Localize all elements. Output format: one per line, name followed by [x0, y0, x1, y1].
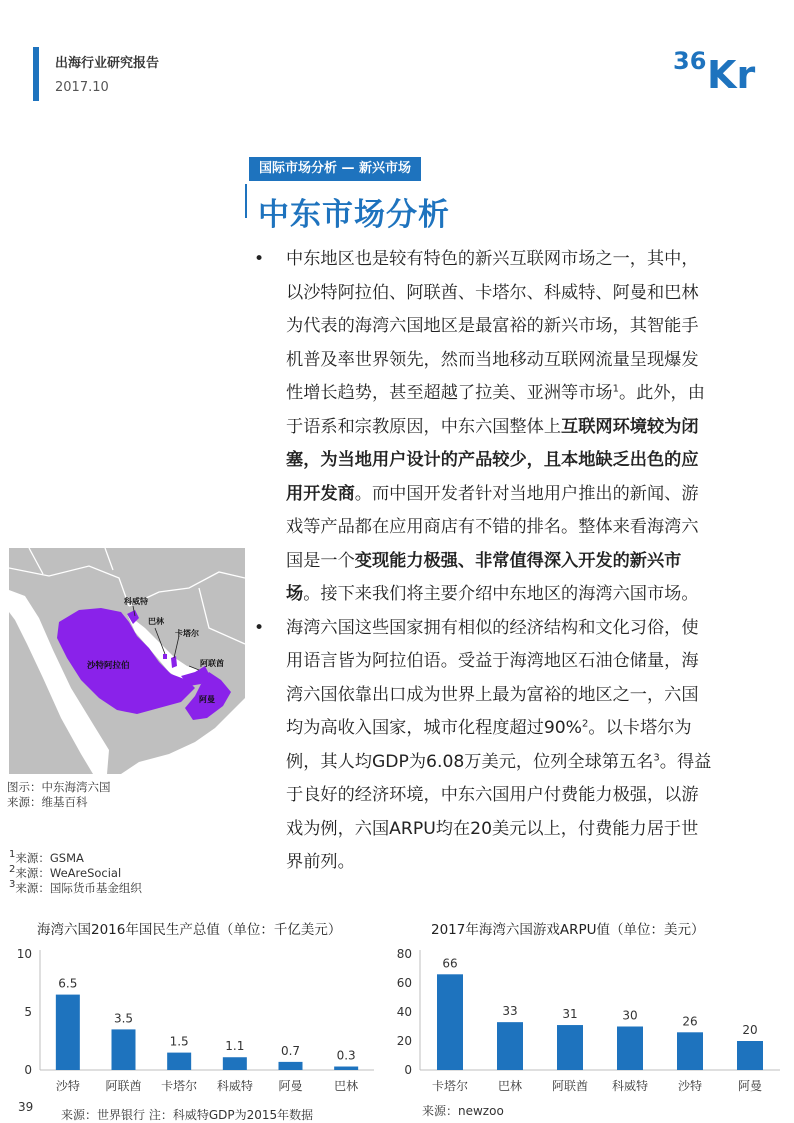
map-label-oman: 阿曼: [199, 695, 215, 704]
bahrain-shape: [163, 654, 167, 659]
paragraph-1-text-d: 。接下来我们将主要介绍中东地区的海湾六国市场。: [303, 584, 699, 604]
x-tick-label: 阿联酋: [551, 1079, 589, 1093]
x-tick-label: 阿曼: [278, 1079, 303, 1093]
map-caption-source: 来源：维基百科: [7, 795, 88, 809]
y-tick-label: 40: [396, 1005, 412, 1019]
data-label: 1.5: [169, 1034, 189, 1049]
x-tick-label: 科威特: [611, 1079, 649, 1093]
report-date: 2017.10: [55, 80, 109, 95]
paragraph-1-bold-a: 互联网环境较为闭塞，为当地用户设计的产品较少，且本地缺乏出色的应用开发商: [286, 416, 699, 504]
y-tick-label: 20: [396, 1034, 412, 1048]
bar: [112, 1029, 136, 1070]
footnote-ref-1: 1: [612, 383, 619, 395]
x-tick-label: 沙特: [55, 1079, 80, 1093]
bar: [617, 1027, 643, 1071]
bullet-icon: •: [254, 617, 265, 638]
logo-36: 36: [673, 47, 707, 75]
map-caption: [7, 780, 111, 810]
paragraph-2-text-a: 海湾六国这些国家拥有相似的经济结构和文化习俗，使用语言皆为阿拉伯语。受益于海湾地区石油仓储量，海湾六国依靠出口成为世界上最为富裕的地区之一，六国均为高收入国家，城市化程度超过90%: [286, 617, 699, 738]
bullet-icon: •: [254, 249, 265, 269]
bar: [279, 1062, 303, 1070]
bar: [334, 1067, 358, 1070]
page-number: 39: [18, 1100, 34, 1114]
paragraph-1-bold-b: 变现能力极强、非常值得深入开发的新兴市场: [286, 550, 682, 604]
x-tick-label: 阿联酋: [105, 1079, 142, 1093]
map-label-uae: 阿联酋: [200, 659, 224, 668]
y-tick-label: 60: [396, 976, 412, 990]
map-label-saudi: 沙特阿拉伯: [87, 661, 130, 671]
y-tick-label: 80: [396, 947, 412, 961]
data-label: 0.3: [336, 1048, 356, 1063]
y-tick-label: 0: [404, 1063, 412, 1077]
map-caption-title: 图示：中东海湾六国: [7, 780, 111, 794]
body-text: [254, 243, 714, 880]
bar: [167, 1053, 191, 1070]
paragraph-1-text-a: 中东地区也是较有特色的新兴互联网市场之一，其中，以沙特阿拉伯、阿联酋、卡塔尔、科威特、阿曼和巴林为代表的海湾六国地区是最富裕的新兴市场，其智能手机普及率世界领先，然而当地移动互联网流量呈现爆发性增长趋势，甚至超越了拉美、亚洲等市场: [286, 249, 699, 403]
arpu-chart-title: 2017年海湾六国游戏ARPU值（单位：美元）: [431, 922, 705, 938]
x-tick-label: 科威特: [216, 1079, 253, 1093]
report-title: 出海行业研究报告: [55, 56, 160, 71]
bar: [437, 974, 463, 1070]
data-label: 20: [742, 1023, 758, 1037]
x-tick-label: 巴林: [497, 1079, 523, 1093]
footnote-3: $^3$来源：国际货币基金组织: [9, 879, 142, 895]
bar: [223, 1057, 247, 1070]
gdp-bar-chart: [8, 942, 378, 1108]
arpu-bar-chart: [384, 942, 784, 1108]
data-label: 1.1: [225, 1039, 245, 1054]
header-accent-bar: [33, 47, 39, 101]
paragraph-2-text-c: 。得益于良好的经济环境，中东六国用户付费能力极强，以游戏为例，六国ARPU均在20美元以上，付费能力居于世界前列。: [286, 751, 712, 872]
y-tick-label: 10: [16, 947, 32, 961]
arpu-chart-source: 来源：newzoo: [422, 1104, 504, 1118]
map-label-bahrain: 巴林: [148, 617, 164, 626]
bar: [497, 1022, 523, 1070]
data-label: 26: [682, 1014, 698, 1029]
footnote-1: $^1$来源：GSMA: [9, 849, 84, 865]
data-label: 3.5: [113, 1011, 134, 1026]
logo-kr: Kr: [707, 53, 756, 92]
logo-36kr: [673, 42, 763, 92]
bar: [56, 995, 80, 1070]
page-heading: 中东市场分析: [258, 197, 450, 233]
footnote-ref-2: 2: [582, 718, 589, 730]
x-tick-label: 阿曼: [737, 1079, 763, 1093]
y-tick-label: 0: [24, 1063, 32, 1077]
data-label: 0.7: [280, 1043, 301, 1058]
map-label-kuwait: 科威特: [124, 597, 148, 606]
data-label: 66: [442, 956, 458, 971]
footnote-ref-3: 3: [653, 751, 660, 763]
bar: [677, 1032, 703, 1070]
data-label: 33: [502, 1004, 518, 1019]
footnote-2: $^2$来源：WeAreSocial: [9, 864, 122, 880]
section-divider: [245, 184, 247, 218]
gdp-chart-source: 来源：世界银行 注：科威特GDP为2015年数据: [61, 1108, 314, 1122]
paragraph-2: [254, 612, 714, 880]
x-tick-label: 沙特: [677, 1079, 703, 1093]
y-tick-label: 5: [24, 1005, 32, 1019]
data-label: 30: [622, 1008, 638, 1023]
paragraph-2-text-b: 。以卡塔尔为例，其人均GDP为6.08万美元，位列全球第五名: [286, 718, 692, 772]
data-label: 31: [562, 1007, 578, 1022]
x-tick-label: 卡塔尔: [161, 1079, 198, 1093]
data-label: 6.5: [58, 976, 78, 991]
bar: [737, 1041, 763, 1070]
footnotes: [9, 851, 142, 896]
x-tick-label: 巴林: [334, 1079, 359, 1093]
gdp-chart-title: 海湾六国2016年国民生产总值（单位：千亿美元）: [37, 922, 342, 938]
paragraph-1: [254, 243, 714, 612]
paragraph-1-text-b: 。此外，由于语系和宗教原因，中东六国整体上: [286, 383, 705, 437]
paragraph-1-text-c: 。而中国开发者针对当地用户推出的新闻、游戏等产品都在应用商店有不错的排名。整体来看海湾六国是一个: [286, 483, 699, 571]
gulf-map: [9, 548, 245, 774]
section-tag: 国际市场分析 — 新兴市场: [249, 157, 421, 181]
bar: [557, 1025, 583, 1070]
map-label-qatar: 卡塔尔: [175, 629, 199, 638]
x-tick-label: 卡塔尔: [431, 1079, 469, 1093]
